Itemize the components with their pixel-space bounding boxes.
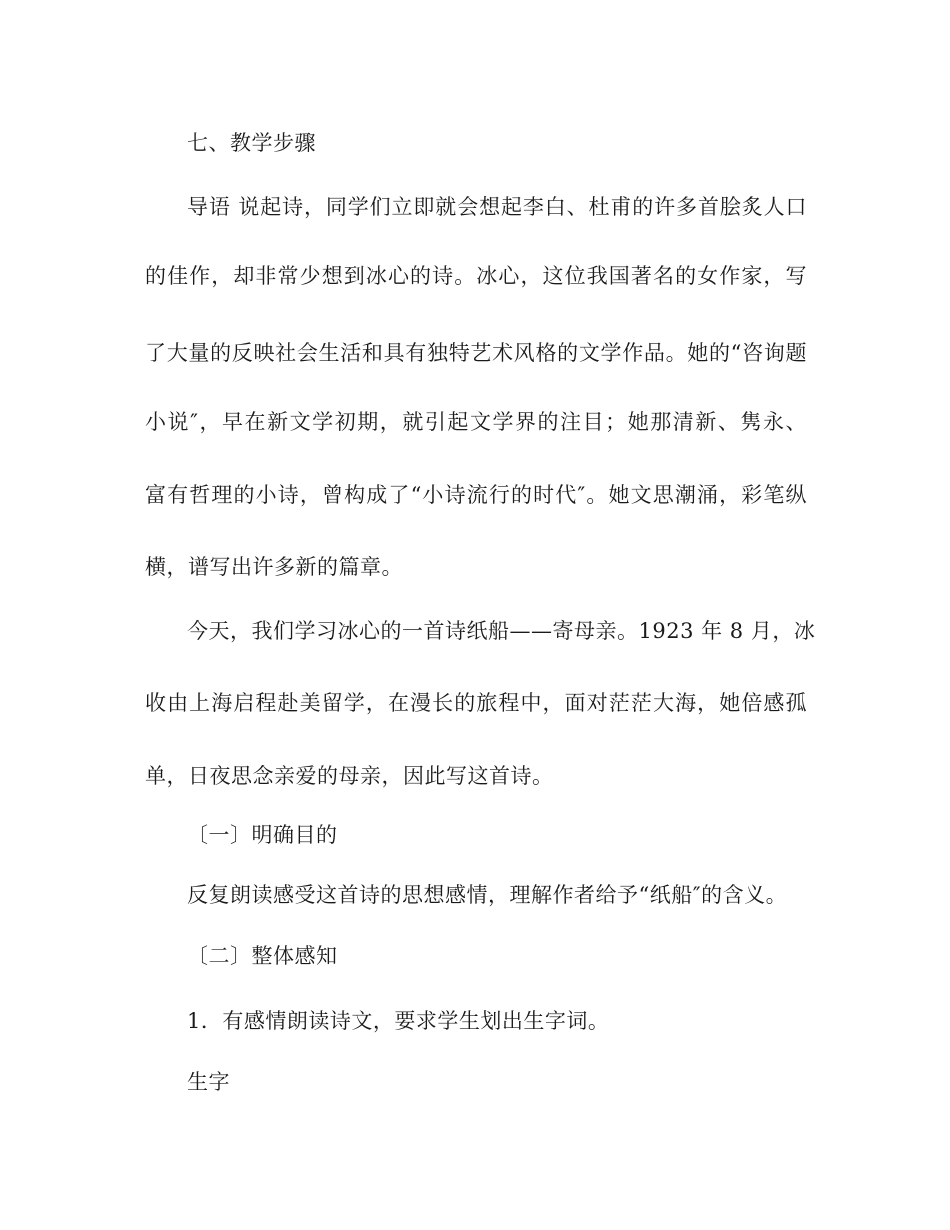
intro-line-6: 横，谱写出许多新的篇章。 (145, 555, 403, 579)
today-line-2: 收由上海启程赴美留学，在漫长的旅程中，面对茫茫大海，她倍感孤 (145, 691, 807, 715)
today-line-1: 今天，我们学习冰心的一首诗纸船——寄母亲。1923 年 8 月，冰 (187, 619, 816, 643)
section2-title: 〔二〕整体感知 (187, 944, 338, 968)
section1-title: 〔一〕明确目的 (187, 823, 338, 847)
intro-line-4: 小说″，早在新文学初期，就引起文学界的注目；她那清新、隽永、 (145, 410, 807, 434)
section1-text: 反复朗读感受这首诗的思想感情，理解作者给予“纸船″的含义。 (187, 883, 788, 907)
intro-line-1: 导语 说起诗，同学们立即就会想起李白、杜甫的许多首脍炙人口 (187, 195, 807, 219)
new-characters-label: 生字 (187, 1070, 230, 1094)
intro-line-2: 的佳作，却非常少想到冰心的诗。冰心，这位我国著名的女作家，写 (145, 264, 807, 288)
step-1: 1．有感情朗读诗文，要求学生划出生字词。 (187, 1009, 610, 1033)
today-line-3: 单，日夜思念亲爱的母亲，因此写这首诗。 (145, 764, 554, 788)
intro-line-3: 了大量的反映社会生活和具有独特艺术风格的文学作品。她的“咨询题 (145, 341, 807, 365)
section-heading: 七、教学步骤 (187, 131, 316, 155)
intro-line-5: 富有哲理的小诗，曾构成了“小诗流行的时代″。她文思潮涌，彩笔纵 (145, 483, 807, 507)
